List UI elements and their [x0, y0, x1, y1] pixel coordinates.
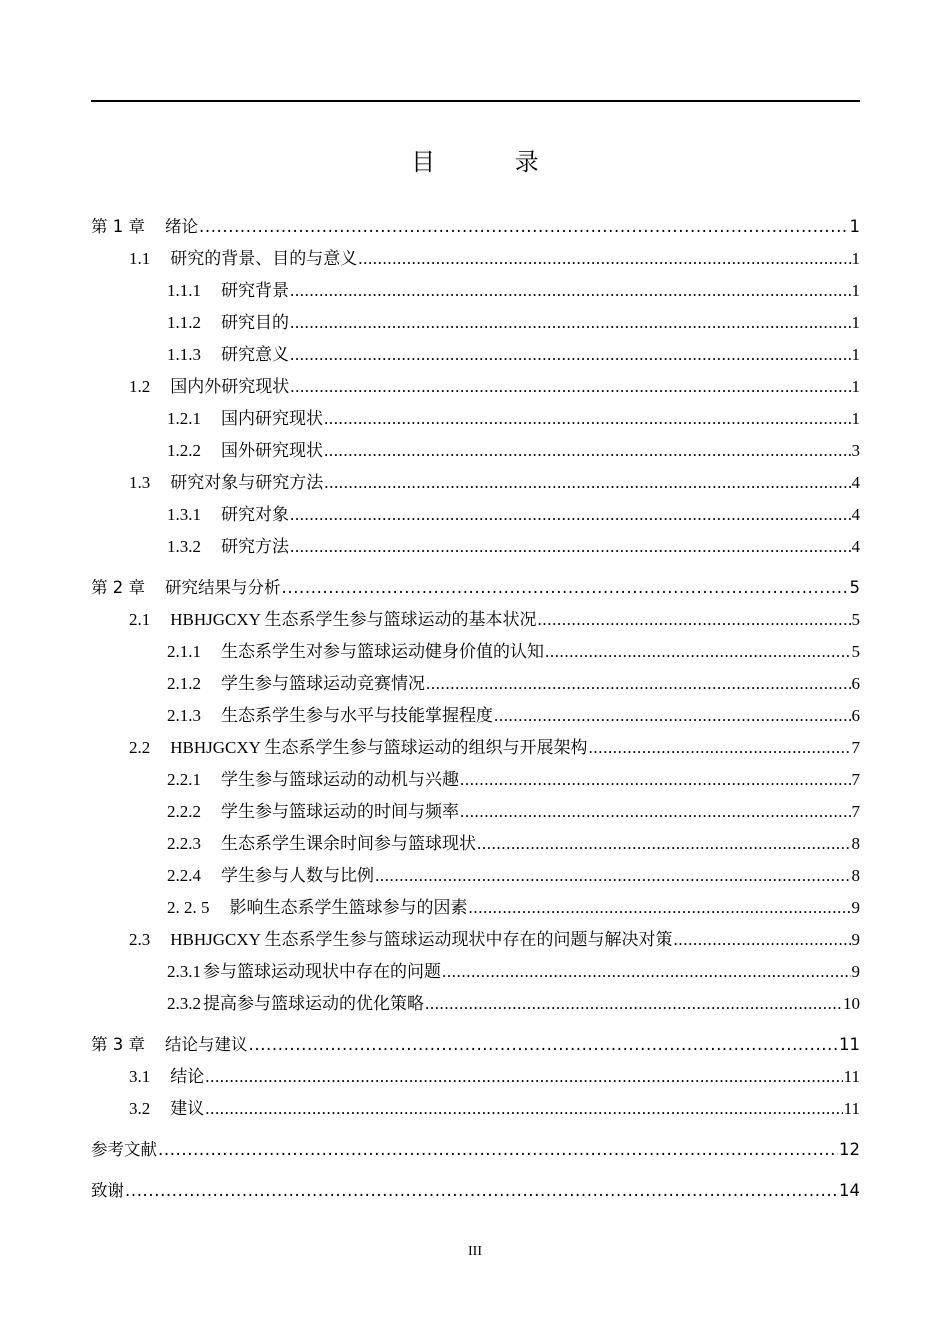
page-number: III — [468, 1244, 482, 1259]
entry-title: 提高参与篮球运动的优化策略 — [203, 994, 424, 1013]
toc-entry[interactable] — [91, 956, 860, 988]
toc-entry[interactable] — [91, 572, 860, 604]
leader-dots — [249, 1029, 839, 1061]
entry-title: 参与篮球运动现状中存在的问题 — [203, 962, 441, 981]
toc-entry[interactable] — [91, 988, 860, 1020]
entry-title: 学生参与篮球运动的时间与频率 — [221, 802, 459, 821]
entry-page: 3 — [851, 441, 860, 460]
entry-number: 第 2 章 — [91, 578, 145, 597]
entry-title: 国内研究现状 — [221, 409, 323, 428]
entry-page: 4 — [851, 473, 860, 492]
toc-entry[interactable] — [91, 828, 860, 860]
toc-entry[interactable] — [91, 700, 860, 732]
entry-title: 建议 — [170, 1099, 205, 1118]
entry-number: 2.2.1 — [167, 770, 201, 789]
entry-title: 研究方法 — [221, 537, 289, 556]
toc-entry[interactable] — [91, 435, 860, 467]
entry-title: 生态系学生对参与篮球运动健身价值的认知 — [221, 642, 544, 661]
entry-title: 研究结果与分析 — [165, 578, 281, 597]
entry-page: 5 — [851, 610, 860, 629]
leader-dots — [460, 764, 851, 796]
entry-title: HBHJGCXY 生态系学生参与篮球运动现状中存在的问题与解决对策 — [170, 930, 673, 949]
entry-page: 7 — [851, 770, 860, 789]
toc-entry[interactable] — [91, 531, 860, 563]
entry-title: 研究目的 — [221, 313, 289, 332]
toc-entry[interactable] — [91, 1029, 860, 1061]
leader-dots — [324, 403, 851, 435]
leader-dots — [125, 1175, 838, 1207]
leader-dots — [158, 1134, 838, 1166]
toc-entry[interactable] — [91, 1175, 860, 1207]
entry-number: 1.2 — [129, 377, 151, 396]
toc-entry[interactable] — [91, 371, 860, 403]
entry-page: 5 — [849, 578, 860, 597]
entry-number: 2.1.1 — [167, 642, 201, 661]
entry-page: 8 — [851, 834, 860, 853]
leader-dots — [469, 892, 851, 924]
toc-entry[interactable] — [91, 860, 860, 892]
entry-number: 1.1.1 — [167, 281, 201, 300]
toc-entry[interactable] — [91, 924, 860, 956]
leader-dots — [494, 700, 851, 732]
entry-title: 研究的背景、目的与意义 — [170, 249, 358, 268]
entry-number: 1.3.2 — [167, 537, 201, 556]
entry-title: 绪论 — [165, 217, 198, 236]
entry-title: 生态系学生参与水平与技能掌握程度 — [221, 706, 493, 725]
entry-number: 1.2.1 — [167, 409, 201, 428]
toc-entry[interactable] — [91, 307, 860, 339]
entry-page: 1 — [849, 217, 860, 236]
entry-number: 2.3.2 — [167, 994, 201, 1013]
entry-number: 第 1 章 — [91, 217, 145, 236]
entry-title: 学生参与篮球运动竞赛情况 — [221, 674, 425, 693]
entry-number: 2.3 — [129, 930, 151, 949]
leader-dots — [290, 339, 851, 371]
entry-number: 1.2.2 — [167, 441, 201, 460]
entry-title: 国外研究现状 — [221, 441, 323, 460]
toc-entry[interactable] — [91, 892, 860, 924]
leader-dots — [674, 924, 851, 956]
entry-page: 11 — [843, 1099, 860, 1118]
entry-number: 2. 2. 5 — [167, 898, 210, 917]
entry-title: 结论与建议 — [165, 1035, 248, 1054]
toc-entry[interactable] — [91, 1093, 860, 1125]
entry-title: 国内外研究现状 — [170, 377, 290, 396]
leader-dots — [324, 435, 851, 467]
entry-page: 9 — [851, 930, 860, 949]
toc-entry[interactable] — [91, 243, 860, 275]
toc-entry[interactable] — [91, 275, 860, 307]
entry-number: 2.2.4 — [167, 866, 201, 885]
entry-number: 3.1 — [129, 1067, 151, 1086]
toc-entry[interactable] — [91, 732, 860, 764]
entry-number: 2.2 — [129, 738, 151, 757]
entry-page: 9 — [851, 898, 860, 917]
entry-title: 学生参与篮球运动的动机与兴趣 — [221, 770, 459, 789]
leader-dots — [290, 275, 851, 307]
entry-page: 1 — [851, 409, 860, 428]
entry-number: 2.2.2 — [167, 802, 201, 821]
entry-title: 学生参与人数与比例 — [221, 866, 374, 885]
leader-dots — [290, 499, 851, 531]
toc-entry[interactable] — [91, 1061, 860, 1093]
header-rule — [91, 100, 860, 102]
leader-dots — [426, 668, 851, 700]
entry-page: 1 — [851, 281, 860, 300]
entry-title: 研究意义 — [221, 345, 289, 364]
leader-dots — [477, 828, 851, 860]
leader-dots — [324, 467, 850, 499]
entry-title: 参考文献 — [91, 1140, 157, 1159]
leader-dots — [199, 211, 849, 243]
entry-number: 2.1.3 — [167, 706, 201, 725]
entry-page: 11 — [843, 1067, 860, 1086]
entry-title: 研究对象与研究方法 — [170, 473, 324, 492]
entry-number: 1.3.1 — [167, 505, 201, 524]
toc-entry[interactable] — [91, 403, 860, 435]
entry-page: 12 — [839, 1140, 860, 1159]
entry-title: HBHJGCXY 生态系学生参与篮球运动的组织与开展架构 — [170, 738, 588, 757]
toc-entry[interactable] — [91, 604, 860, 636]
entry-number: 3.2 — [129, 1099, 151, 1118]
entry-page: 8 — [851, 866, 860, 885]
entry-page: 9 — [851, 962, 860, 981]
entry-number: 1.1 — [129, 249, 151, 268]
entry-number: 1.1.3 — [167, 345, 201, 364]
entry-page: 4 — [851, 537, 860, 556]
toc-entry[interactable] — [91, 339, 860, 371]
entry-title: 影响生态系学生篮球参与的因素 — [229, 898, 468, 917]
entry-page: 14 — [839, 1181, 860, 1200]
leader-dots — [425, 988, 842, 1020]
entry-page: 10 — [843, 994, 860, 1013]
entry-page: 6 — [851, 706, 860, 725]
entry-page: 6 — [851, 674, 860, 693]
entry-page: 1 — [851, 249, 860, 268]
toc-entry[interactable] — [91, 636, 860, 668]
entry-page: 11 — [839, 1035, 860, 1054]
leader-dots — [290, 531, 851, 563]
entry-number: 2.1 — [129, 610, 151, 629]
leader-dots — [545, 636, 851, 668]
entry-page: 1 — [851, 313, 860, 332]
leader-dots — [460, 796, 851, 828]
entry-number: 第 3 章 — [91, 1035, 145, 1054]
leader-dots — [205, 1061, 842, 1093]
entry-page: 7 — [851, 738, 860, 757]
leader-dots — [375, 860, 851, 892]
toc-entry[interactable] — [91, 668, 860, 700]
leader-dots — [358, 243, 850, 275]
leader-dots — [589, 732, 851, 764]
table-of-contents — [91, 211, 860, 1207]
toc-title: 目 录 — [411, 148, 575, 176]
entry-title: 生态系学生课余时间参与篮球现状 — [221, 834, 476, 853]
entry-page: 1 — [851, 377, 860, 396]
leader-dots — [290, 371, 850, 403]
entry-page: 4 — [851, 505, 860, 524]
entry-page: 1 — [851, 345, 860, 364]
toc-entry[interactable] — [91, 499, 860, 531]
entry-number: 1.1.2 — [167, 313, 201, 332]
entry-page: 5 — [851, 642, 860, 661]
entry-title: 研究对象 — [221, 505, 289, 524]
entry-title: 结论 — [170, 1067, 205, 1086]
leader-dots — [290, 307, 851, 339]
toc-entry[interactable] — [91, 467, 860, 499]
entry-number: 2.1.2 — [167, 674, 201, 693]
entry-title: HBHJGCXY 生态系学生参与篮球运动的基本状况 — [170, 610, 537, 629]
toc-entry[interactable] — [91, 211, 860, 243]
leader-dots — [442, 956, 851, 988]
entry-number: 2.2.3 — [167, 834, 201, 853]
toc-entry[interactable] — [91, 1134, 860, 1166]
leader-dots — [282, 572, 849, 604]
toc-entry[interactable] — [91, 764, 860, 796]
leader-dots — [538, 604, 851, 636]
toc-entry[interactable] — [91, 796, 860, 828]
leader-dots — [205, 1093, 842, 1125]
entry-title: 致谢 — [91, 1181, 124, 1200]
entry-number: 1.3 — [129, 473, 151, 492]
entry-page: 7 — [851, 802, 860, 821]
entry-title: 研究背景 — [221, 281, 289, 300]
entry-number: 2.3.1 — [167, 962, 201, 981]
